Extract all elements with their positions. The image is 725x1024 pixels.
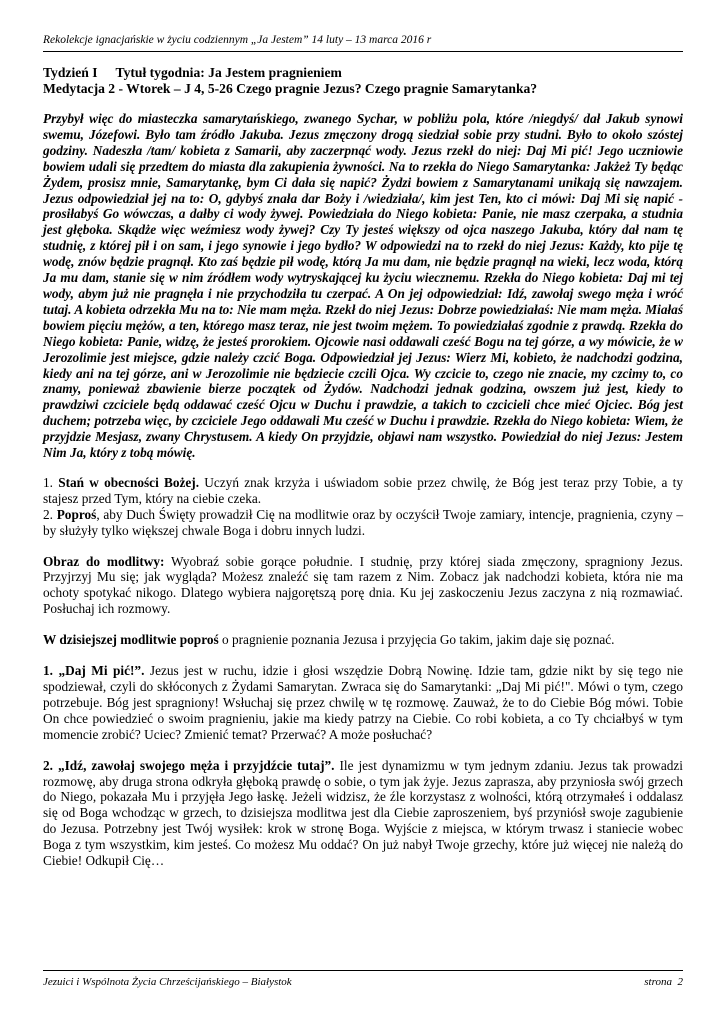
scripture-passage: Przybył więc do miasteczka samarytańskiego, zwanego Sychar, w pobliżu pola, które /niegdyś/ dał Jakub synowi swemu, Józefowi. Było tam źródło Jakuba. Jezus zmęczony drogą siedział sobie przy studni. Było to około szóstej godziny. Nadeszła /tam/ kobieta z Samarii, aby zaczerpnąć wody. Jezus rzekł do niej: Daj Mi pić! Jego uczniowie bowiem udali się przedtem do miasta dla zakupienia żywności. Na to rzekła do Niego Samarytanka: Jakżeż Ty będąc Żydem, prosisz mnie, Samarytankę, bym Ci dała się napić? Żydzi bowiem z Samarytanami unikają się nawzajem. Jezus odpowiedział jej na to: O, gdybyś znała dar Boży i /wiedziała/, kim jest Ten, kto ci mówi: Daj Mi się napić - prosiłabyś Go wówczas, a dałby ci wody żywej. Powiedziała do Niego kobieta: Panie, nie masz czerpaka, a studnia jest głęboka. Skądże więc weźmiesz wody żywej? Czy Ty jesteś większy od ojca naszego Jakuba, który dał nam tę studnię, z której pił i on sam, i jego synowie i jego bydło? W odpowiedzi na to rzekł do niej Jezus: Każdy, kto pije tę wodę, znów będzie pragnął. Kto zaś będzie pił wodę, którą Ja mu dam, nie będzie pragnął na wieki, lecz woda, którą Ja mu dam, stanie się w nim źródłem wody wytryskającej ku życiu wiecznemu. Rzekła do Niego kobieta: Daj mi tej wody, abym już nie pragnęła i nie przychodziła tu czerpać. A On jej odpowiedział: Idź, zawołaj swego męża i wróć tutaj. A kobieta odrzekła Mu na to: Nie mam męża. Rzekł do niej Jezus: Dobrze powiedziałaś: Nie mam męża. Miałaś bowiem pięciu mężów, a ten, którego masz teraz, nie jest twoim mężem. To powiedziałaś zgodnie z prawdą. Rzekła do Niego kobieta: Panie, widzę, że jesteś prorokiem. Ojcowie nasi oddawali cześć Bogu na tej górze, a wy mówicie, że w Jerozolimie jest miejsce, gdzie należy czcić Boga. Odpowiedział jej Jezus: Wierz Mi, kobieto, że nadchodzi godzina, kiedy ani na tej górze, ani w Jerozolimie nie będziecie czcili Ojca. Wy czcicie to, czego nie znacie, my czcimy to, co znamy, ponieważ zbawienie bierze początek od Żydów. Nadchodzi jednak godzina, owszem już jest, kiedy to prawdziwi czciciele będą oddawać cześć Ojcu w Duchu i prawdzie, a takich to czcicieli chce mieć Ojciec. Bóg jest duchem; potrzeba więc, by czciciele Jego oddawali Mu cześć w Duchu i prawdzie. Rzekła do Niego kobieta: Wiem, że przyjdzie Mesjasz, zwany Chrystusem. A kiedy On przyjdzie, objawi nam wszystko. Powiedział do niej Jezus: Jestem Nim Ja, który z tobą mówię. xyxy=(43,111,683,461)
preparation-steps xyxy=(43,475,683,539)
footer-divider xyxy=(43,970,683,971)
step-1: 1. Stań w obecności Bożej. Uczyń znak krzyża i uświadom sobie przez chwilę, że Bóg jest teraz przy Tobie, a ty stajesz przed Tym, który na ciebie czeka. xyxy=(43,474,683,506)
meditation-title: Medytacja 2 - Wtorek – J 4, 5-26 Czego pragnie Jezus? Czego pragnie Samarytanka? xyxy=(43,81,538,96)
week-label: Tydzień I xyxy=(43,65,98,80)
page-content xyxy=(43,65,683,869)
point-2: 2. „Idź, zawołaj swojego męża i przyjdźcie tutaj”. Ile jest dynamizmu w tym jednym zdaniu. Jezus tak prowadzi rozmowę, aby druga strona odkryła głęboką prawdę o sobie, o tym jak żyje. Jezus zaprasza, aby przyniosła swój grzech do Niego, pokazała Mu i przyjęła Jego łaskę. Jeżeli widzisz, że źle korzystasz z wolności, którą otrzymałeś i oddalasz się od Boga wchodząc w grzech, to dzisiejsza modlitwa jest dla Ciebie zaproszeniem, byś przyniósł swoje zagubienie do Jezusa. Potrzebny jest Twój wysiłek: krok w stronę Boga. Wyjście z miejsca, w którym trwasz i staniecie wobec Boga z tym wszystkim, kim jesteś. Co możesz Mu oddać? On już nabył Twoje grzechy, które już więcej nie należą do Ciebie! Odkupił Cię… xyxy=(43,757,683,869)
running-header: Rekolekcje ignacjańskie w życiu codziennym „Ja Jestem” 14 luty – 13 marca 2016 r xyxy=(43,34,432,46)
step-2: 2. Poproś, aby Duch Święty prowadził Cię na modlitwie oraz by oczyścił Twoje zamiary, intencje, pragnienia, czyny – by służyły tylko większej chwale Boga i dobru innych ludzi. xyxy=(43,506,683,538)
step-1-label: Stań w obecności Bożej. xyxy=(58,474,200,490)
point-2-label: 2. „Idź, zawołaj swojego męża i przyjdźcie tutaj”. xyxy=(43,757,335,773)
page-number: strona 2 xyxy=(644,976,683,988)
step-2-label: Poproś xyxy=(56,506,97,522)
header-divider xyxy=(43,51,683,52)
footer-organization: Jezuici i Wspólnota Życia Chrześcijańskiego – Białystok xyxy=(43,976,292,988)
petition-paragraph: W dzisiejszej modlitwie poproś o pragnienie poznania Jezusa i przyjęcia Go takim, jakim daje się poznać. xyxy=(43,632,615,648)
week-title: Tytuł tygodnia: Ja Jestem pragnieniem xyxy=(115,65,342,80)
point-1: 1. „Daj Mi pić!”. Jezus jest w ruchu, idzie i głosi wszędzie Dobrą Nowinę. Idzie tam, gdzie nikt by się tego nie spodziewał, czyli do skłóconych z Żydami Samarytan. Zwraca się do Samarytanki: „Daj Mi pić!". Mówi o tym, czego potrzebuje. Bóg jest spragniony! Wsłuchaj się przez chwilę w tę rozmowę. Zauważ, że to do Ciebie Bóg mówi. Tobie On chce powiedzieć o swoim pragnieniu, jakie ma kiedy patrzy na Ciebie. Co robi kobieta, a co Ty chciałbyś w tym momencie zrobić? Uciec? Zmienić temat? Przerwać? A może posłuchać? xyxy=(43,663,683,742)
meditation-titles xyxy=(43,65,683,97)
prayer-image-paragraph: Obraz do modlitwy: Wyobraź sobie gorące południe. I studnię, przy której siada zmęczony, spragniony Jezus. Przyjrzyj Mu się; jak wygląda? Możesz znaleźć się tam razem z Nim. Zobacz jak nadchodzi kobieta, która nie ma ochoty spotykać nikogo. Dlatego wybiera najgorętszą porę dnia. Ku jej zaskoczeniu Jezus zaczyna z nią rozmawiać. Posłuchaj ich rozmowy. xyxy=(43,553,683,617)
prayer-image-label: Obraz do modlitwy: xyxy=(43,553,165,569)
week-title-line xyxy=(43,65,683,81)
petition-label: W dzisiejszej modlitwie poproś xyxy=(43,632,219,648)
point-1-label: 1. „Daj Mi pić!”. xyxy=(43,663,145,679)
